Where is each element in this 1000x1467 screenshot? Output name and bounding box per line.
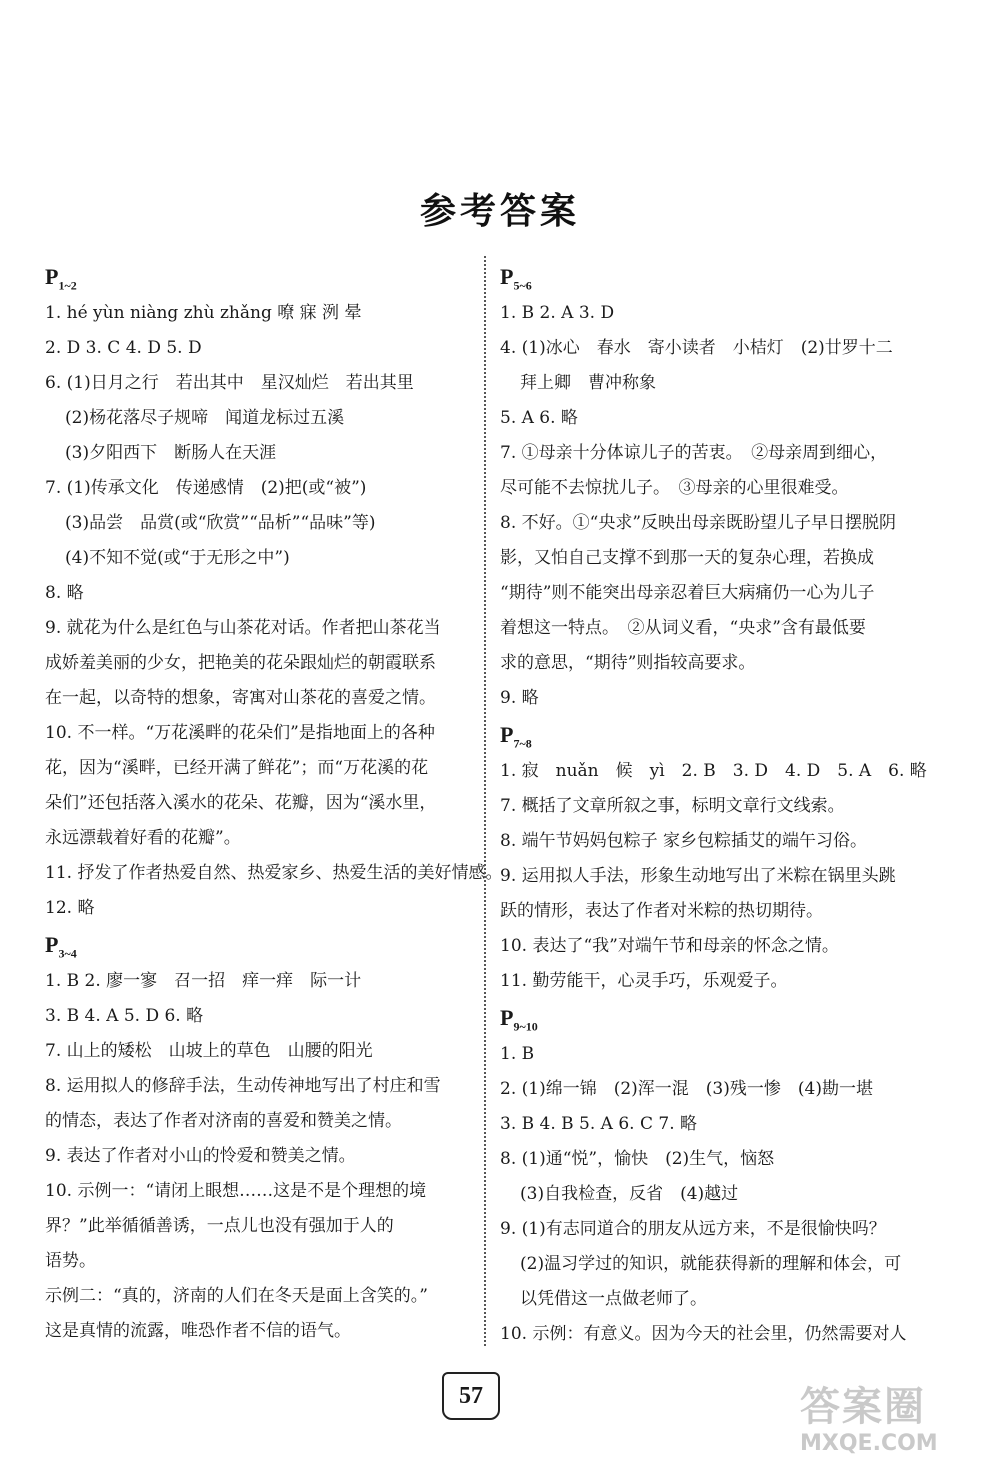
answer-line: 1. B 2. A 3. D — [500, 303, 615, 323]
answer-line: 的情态，表达了作者对济南的喜爱和赞美之情。 — [45, 1111, 402, 1131]
left-column — [45, 258, 503, 1349]
answer-line: 以凭借这一点做老师了。 — [520, 1289, 707, 1309]
answer-line: 10. 表达了“我”对端午节和母亲的怀念之情。 — [500, 936, 839, 956]
answer-line: 9. 表达了作者对小山的怜爱和赞美之情。 — [45, 1146, 356, 1166]
answer-line: 2. D 3. C 4. D 5. D — [45, 338, 202, 358]
right-column — [500, 258, 940, 1352]
watermark-text: 答案圈 — [800, 1384, 926, 1430]
answer-line: 在一起，以奇特的想象，寄寓对山茶花的喜爱之情。 — [45, 688, 436, 708]
section-label: P — [45, 932, 59, 957]
answer-line: 1. B — [500, 1044, 535, 1064]
section-pages: 3~4 — [58, 946, 77, 961]
watermark-url: MXQE.COM — [800, 1431, 938, 1456]
column-divider — [484, 256, 486, 1346]
section-label: P — [500, 264, 514, 289]
answer-line: 这是真情的流露，唯恐作者不信的语气。 — [45, 1321, 351, 1341]
section-heading — [45, 930, 465, 960]
answer-line: 拜上卿 曹冲称象 — [520, 373, 656, 393]
answer-line: 成娇羞美丽的少女，把艳美的花朵跟灿烂的朝霞联系 — [45, 653, 436, 673]
answer-line: 7. ①母亲十分体谅儿子的苦衷。 ②母亲周到细心， — [500, 443, 888, 463]
section-pages: 1~2 — [58, 278, 77, 293]
section-pages: 7~8 — [513, 736, 532, 751]
answer-line: 9. 就花为什么是红色与山茶花对话。作者把山茶花当 — [45, 618, 441, 638]
answer-line: 1. 寂 nuǎn 候 yì 2. B 3. D 4. D 5. A 6. 略 — [500, 761, 927, 781]
watermark-logo — [800, 1385, 990, 1465]
answer-line: (2)杨花落尽子规啼 闻道龙标过五溪 — [65, 408, 345, 428]
answer-line: 10. 示例一：“请闭上眼想……这是不是个理想的境 — [45, 1181, 427, 1201]
answer-line: 尽可能不去惊扰儿子。 ③母亲的心里很难受。 — [500, 478, 849, 498]
answer-line: (3)品尝 品赏(或“欣赏”“品析”“品味”等) — [65, 513, 376, 533]
page-title: 参考答案 — [419, 191, 580, 232]
answer-line: 8. 端午节妈妈包粽子 家乡包粽插艾的端午习俗。 — [500, 831, 868, 851]
answer-line: 9. 略 — [500, 688, 539, 708]
answer-line: 朵们”还包括落入溪水的花朵、花瓣，因为“溪水里， — [45, 793, 437, 813]
section-heading — [45, 262, 465, 292]
answer-line: “期待”则不能突出母亲忍着巨大病痛仍一心为儿子 — [500, 583, 875, 603]
answer-line: 11. 勤劳能干，心灵手巧，乐观爱子。 — [500, 971, 788, 991]
answer-line: 界？”此举循循善诱，一点儿也没有强加于人的 — [45, 1216, 394, 1236]
section-heading — [500, 1003, 940, 1033]
answer-line: 5. A 6. 略 — [500, 408, 578, 428]
section-heading — [500, 262, 940, 292]
answer-line: 6. (1)日月之行 若出其中 星汉灿烂 若出其里 — [45, 373, 414, 393]
answer-line: 9. (1)有志同道合的朋友从远方来，不是很愉快吗？ — [500, 1219, 886, 1239]
answer-line: 8. 运用拟人的修辞手法，生动传神地写出了村庄和雪 — [45, 1076, 441, 1096]
answer-line: 求的意思，“期待”则指较高要求。 — [500, 653, 756, 673]
answer-line: 9. 运用拟人手法，形象生动地写出了米粽在锅里头跳 — [500, 866, 896, 886]
answer-line: 4. (1)冰心 春水 寄小读者 小桔灯 (2)廿罗十二 — [500, 338, 893, 358]
answer-line: 着想这一特点。 ②从词义看，“央求”含有最低要 — [500, 618, 866, 638]
answer-line: 跃的情形，表达了作者对米粽的热切期待。 — [500, 901, 823, 921]
answer-line: 10. 不一样。“万花溪畔的花朵们”是指地面上的各种 — [45, 723, 435, 743]
answer-line: 1. B 2. 廖一寥 召一招 痒一痒 际一计 — [45, 971, 362, 991]
answer-line: 3. B 4. B 5. A 6. C 7. 略 — [500, 1114, 698, 1134]
answer-line: 语势。 — [45, 1251, 96, 1271]
section-pages: 5~6 — [513, 278, 532, 293]
page-number: 57 — [442, 1372, 500, 1420]
section-pages: 9~10 — [513, 1019, 538, 1034]
section-heading — [500, 720, 940, 750]
answer-line: 8. 不好。①“央求”反映出母亲既盼望儿子早日摆脱阴 — [500, 513, 897, 533]
answer-line: (2)温习学过的知识，就能获得新的理解和体会，可 — [520, 1254, 902, 1274]
answer-line: 3. B 4. A 5. D 6. 略 — [45, 1006, 204, 1026]
answer-line: (3)夕阳西下 断肠人在天涯 — [65, 443, 277, 463]
answer-line: 花，因为“溪畔，已经开满了鲜花”；而“万花溪的花 — [45, 758, 429, 778]
answer-line: 1. hé yùn niàng zhù zhǎng 嘹 寐 洌 晕 — [45, 303, 362, 323]
answer-line: 8. (1)通“悦”，愉快 (2)生气，恼怒 — [500, 1149, 775, 1169]
answer-line: 8. 略 — [45, 583, 84, 603]
answer-line: 12. 略 — [45, 898, 95, 918]
answer-line: 永远漂载着好看的花瓣”。 — [45, 828, 241, 848]
section-label: P — [500, 1005, 514, 1030]
answer-line: 2. (1)绵一锦 (2)浑一混 (3)残一惨 (4)勘一堪 — [500, 1079, 873, 1099]
answer-line: (3)自我检查，反省 (4)越过 — [520, 1184, 739, 1204]
section-label: P — [500, 722, 514, 747]
answer-line: 7. (1)传承文化 传递感情 (2)把(或“被”) — [45, 478, 367, 498]
answer-line: 影，又怕自己支撑不到那一天的复杂心理，若换成 — [500, 548, 874, 568]
answer-line: 10. 示例：有意义。因为今天的社会里，仍然需要对人 — [500, 1324, 907, 1344]
answer-line: 7. 概括了文章所叙之事，标明文章行文线索。 — [500, 796, 845, 816]
answer-line: 7. 山上的矮松 山坡上的草色 山腰的阳光 — [45, 1041, 373, 1061]
section-label: P — [45, 264, 59, 289]
answer-line: 示例二：“真的，济南的人们在冬天是面上含笑的。” — [45, 1286, 428, 1306]
answer-line: 11. 抒发了作者热爱自然、热爱家乡、热爱生活的美好情感。 — [45, 863, 503, 883]
answer-line: (4)不知不觉(或“于无形之中”) — [65, 548, 290, 568]
